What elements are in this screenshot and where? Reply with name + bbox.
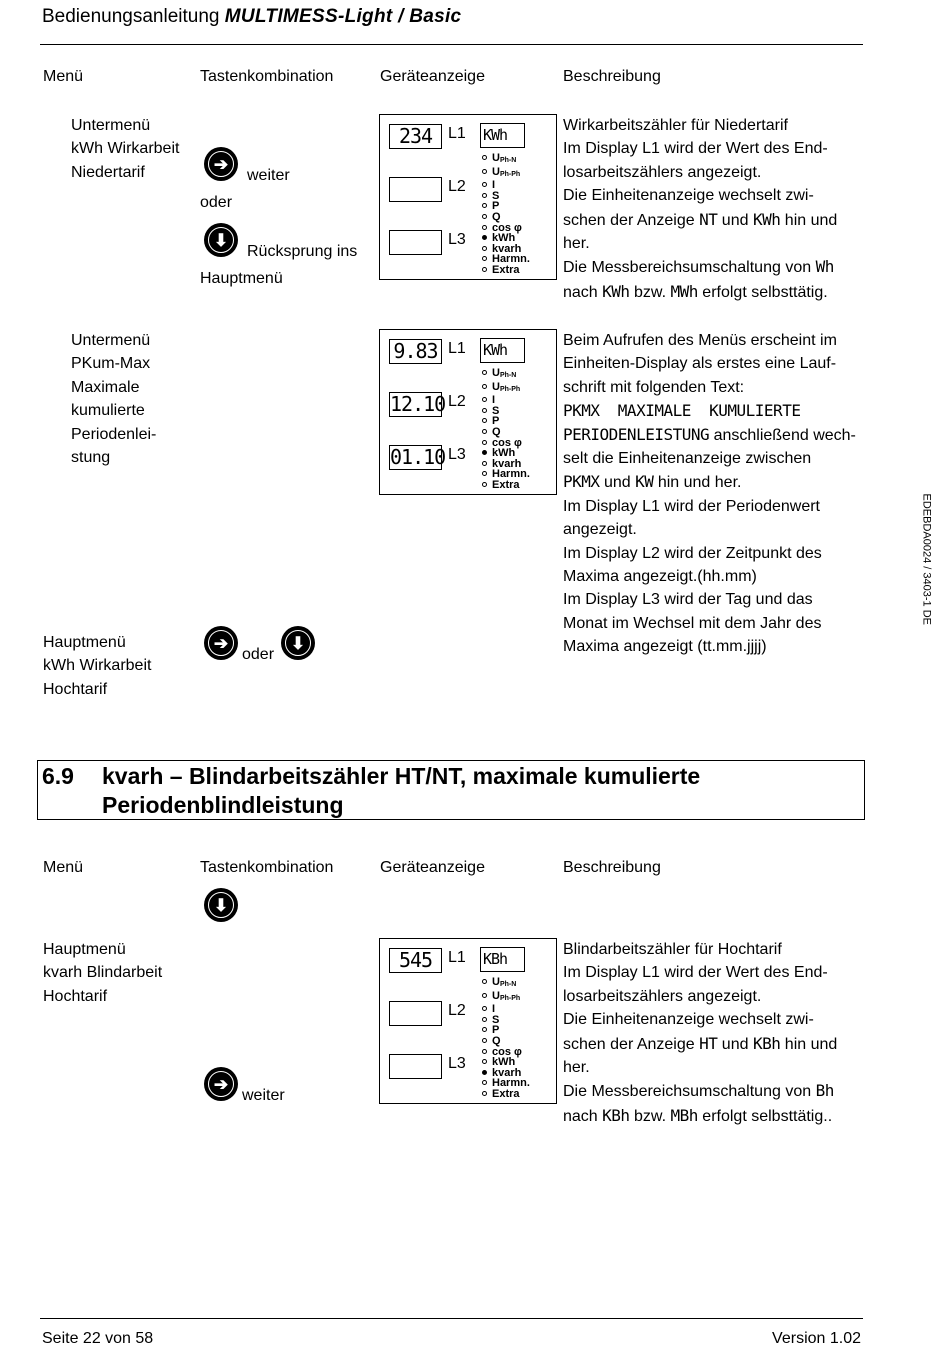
footer-rule (40, 1318, 863, 1319)
desc-line: Blindarbeitszähler für Hochtarif (563, 941, 782, 958)
col-description: Beschreibung (563, 68, 661, 85)
unit-display: KBh (480, 947, 525, 972)
measurement-label: cos φ (492, 436, 522, 449)
empty-dot-icon (482, 214, 487, 219)
display-l2 (389, 177, 442, 202)
measurement-label: I (492, 179, 496, 192)
arrow-down-icon[interactable]: ⬇ (281, 626, 315, 660)
desc-text: Die Messbereichsumschaltung von (563, 1083, 816, 1101)
product-name: MULTIMESS-Light / Basic (224, 6, 462, 27)
measurement-label: kvarh (492, 457, 522, 470)
lcd-text: KBh (602, 1105, 630, 1125)
desc-line: selt die Einheitenanzeige zwischen (563, 450, 812, 468)
desc-line: her. (563, 1059, 590, 1077)
desc-text: Die Messbereichsumschaltung von (563, 259, 816, 277)
key-back-label: Rücksprung ins (247, 243, 358, 260)
desc-text: und (599, 474, 636, 492)
measurement-label: kWh (492, 447, 516, 460)
label-l3: L3 (448, 231, 466, 248)
col-keys: Tastenkombination (200, 859, 334, 876)
arrow-right-icon[interactable]: ➔ (204, 147, 238, 181)
lcd-text: PKMX MAXIMALE KUMULIERTE (563, 401, 801, 421)
display-l1: 545 (389, 948, 442, 973)
desc-line: angezeigt. (563, 521, 637, 539)
unit-display: KWh (480, 123, 525, 148)
document-header (42, 6, 461, 28)
desc-pkum-max (563, 329, 863, 659)
measurement-label: kWh (492, 1056, 516, 1069)
display-l1: 9.83 (389, 339, 442, 364)
empty-dot-icon (482, 1006, 487, 1011)
measurement-label: Harmn. (492, 1077, 530, 1090)
arrow-down-icon[interactable]: ⬇ (204, 223, 238, 257)
measurement-label: Q (492, 1034, 501, 1047)
measurement-item (482, 167, 530, 181)
empty-dot-icon (482, 203, 487, 208)
measurement-label: Extra (492, 263, 520, 276)
arrow-right-icon[interactable]: ➔ (204, 1067, 238, 1101)
measurement-label: cos φ (492, 1045, 522, 1058)
empty-dot-icon (482, 993, 487, 998)
menu-pkum-max (71, 329, 156, 469)
empty-dot-icon (482, 225, 487, 230)
menu-line: kvarh Blindarbeit (43, 964, 163, 982)
empty-dot-icon (482, 397, 487, 402)
desc-line: Maxima angezeigt (tt.mm.jjjj) (563, 638, 767, 656)
empty-dot-icon (482, 1038, 487, 1043)
label-l1: L1 (448, 125, 466, 142)
desc-line: Beim Aufrufen des Menüs erscheint im (563, 332, 837, 349)
footer-page: Seite 22 von 58 (42, 1330, 154, 1347)
empty-dot-icon (482, 418, 487, 423)
desc-line: schrift mit folgenden Text: (563, 378, 745, 396)
col-keys: Tastenkombination (200, 68, 334, 85)
menu-line: PKum-Max (71, 355, 151, 373)
desc-text: hin und (780, 211, 838, 229)
lcd-text: KW (635, 472, 654, 492)
desc-line: Wirkarbeitszähler für Niedertarif (563, 117, 788, 134)
measurement-label: I (492, 394, 496, 407)
measurement-item (482, 480, 530, 491)
measurement-label: $U_{Ph-Ph}$ (492, 165, 521, 178)
menu-kwh-nt (71, 114, 179, 184)
measurement-item (482, 368, 530, 382)
empty-dot-icon (482, 979, 487, 984)
header-rule (40, 44, 863, 45)
display-l2 (389, 1001, 442, 1026)
device-display (379, 329, 557, 495)
desc-line: Einheiten-Display als erstes eine Lauf- (563, 355, 837, 373)
desc-text: bzw. (629, 1107, 671, 1125)
menu-line: kWh Wirkarbeit (43, 657, 152, 675)
desc-text: schen der Anzeige (563, 1035, 700, 1053)
measurement-label: kvarh (492, 242, 522, 255)
section-number: 6.9 (42, 763, 74, 789)
desc-text: anschließend wech- (709, 426, 856, 444)
measurement-item (482, 201, 530, 212)
desc-line: her. (563, 235, 590, 253)
lcd-text: NT (699, 209, 718, 229)
measurement-label: P (492, 415, 500, 428)
menu-line: Periodenlei- (71, 425, 157, 443)
desc-text: hin und (780, 1035, 838, 1053)
empty-dot-icon (482, 193, 487, 198)
menu-line: Niedertarif (71, 163, 145, 181)
empty-dot-icon (482, 370, 487, 375)
measurement-label: P (492, 1024, 500, 1037)
empty-dot-icon (482, 471, 487, 476)
measurement-label: Q (492, 425, 501, 438)
desc-line (563, 423, 863, 447)
measurement-item (482, 406, 530, 417)
key-or-label: oder (242, 646, 275, 663)
key-or-label: oder (200, 194, 233, 211)
menu-line: Untermenü (71, 332, 151, 349)
display-l3: 01.10 (390, 445, 446, 469)
col-description: Beschreibung (563, 859, 661, 876)
lcd-text: KBh (752, 1033, 781, 1053)
col-display: Geräteanzeige (380, 859, 485, 876)
header-prefix: Bedienungsanleitung (42, 6, 225, 27)
lcd-text: KWh (752, 209, 781, 229)
lcd-text: PERIODENLEISTUNG (563, 424, 710, 444)
desc-text: schen der Anzeige (563, 211, 700, 229)
desc-text: nach (563, 1107, 603, 1125)
menu-line: Hauptmenü (43, 634, 126, 651)
measurement-label: $U_{Ph-N}$ (492, 976, 517, 988)
measurement-label: S (492, 404, 500, 417)
desc-line: losarbeitszählers angezeigt. (563, 987, 762, 1005)
empty-dot-icon (482, 1027, 487, 1032)
empty-dot-icon (482, 440, 487, 445)
measurement-item (482, 977, 530, 991)
empty-dot-icon (482, 461, 487, 466)
label-l3: L3 (448, 446, 466, 463)
empty-dot-icon (482, 169, 487, 174)
empty-dot-icon (482, 1080, 487, 1085)
empty-dot-icon (482, 267, 487, 272)
menu-line: Maximale (71, 378, 140, 396)
lcd-text: KWh (602, 281, 630, 301)
label-l3: L3 (448, 1055, 466, 1072)
col-menu: Menü (43, 68, 84, 85)
lcd-text: Wh (815, 257, 834, 277)
footer-version: Version 1.02 (772, 1330, 861, 1347)
measurement-label: Q (492, 210, 501, 223)
empty-dot-icon (482, 482, 487, 487)
key-back-label-2: Hauptmenü (200, 270, 283, 287)
display-l3 (389, 230, 442, 255)
filled-dot-icon (482, 235, 487, 240)
desc-line (563, 1032, 863, 1056)
col-display: Geräteanzeige (380, 68, 485, 85)
label-l2: L2 (448, 178, 466, 195)
measurement-label: P (492, 200, 500, 213)
measurement-label: Harmn. (492, 468, 530, 481)
desc-text: und (717, 211, 753, 229)
menu-line: kumulierte (71, 402, 145, 420)
measurement-item (482, 1025, 530, 1036)
desc-line: Die Einheitenanzeige wechselt zwi- (563, 187, 814, 205)
desc-line: Im Display L2 wird der Zeitpunkt des (563, 544, 822, 562)
lcd-text: MBh (670, 1105, 698, 1125)
arrow-right-icon[interactable]: ➔ (204, 626, 238, 660)
menu-line: Hochtarif (43, 987, 108, 1005)
section-title-line2: Periodenblindleistung (102, 792, 344, 818)
measurement-label: kWh (492, 232, 516, 245)
section-title-line1: kvarh – Blindarbeitszähler HT/NT, maximale kumulierte (102, 763, 701, 789)
lcd-text: Bh (815, 1081, 834, 1101)
section-heading-box (37, 760, 865, 820)
desc-line: Monat im Wechsel mit dem Jahr des (563, 614, 822, 632)
desc-text: nach (563, 283, 603, 301)
measurement-label: cos φ (492, 221, 522, 234)
desc-line: Im Display L1 wird der Wert des End- (563, 140, 828, 158)
measurement-item (482, 416, 530, 427)
key-next-label: weiter (242, 1087, 285, 1104)
measurement-list (482, 153, 530, 276)
menu-line: stung (71, 449, 111, 467)
desc-text: und (717, 1035, 753, 1053)
menu-kvarh-ht (43, 938, 162, 1008)
empty-dot-icon (482, 429, 487, 434)
desc-text: bzw. (629, 283, 671, 301)
desc-line (563, 255, 863, 279)
unit-display: KWh (480, 338, 525, 363)
measurement-item (482, 382, 530, 396)
menu-line: Hochtarif (43, 680, 108, 698)
display-l3 (389, 1054, 442, 1079)
desc-line (563, 1079, 863, 1103)
measurement-label: S (492, 1013, 500, 1026)
measurement-label: I (492, 1003, 496, 1016)
filled-dot-icon (482, 450, 487, 455)
measurement-item (482, 265, 530, 276)
measurement-label: $U_{Ph-Ph}$ (492, 989, 521, 1002)
desc-line: Im Display L1 wird der Wert des End- (563, 964, 828, 982)
desc-line (563, 470, 863, 494)
measurement-label: $U_{Ph-Ph}$ (492, 380, 521, 393)
empty-dot-icon (482, 1017, 487, 1022)
measurement-item (482, 153, 530, 167)
arrow-down-icon[interactable]: ⬇ (204, 888, 238, 922)
document-code: EDEBDA0024 / 3403-1 DE (920, 493, 932, 625)
measurement-label: S (492, 189, 500, 202)
label-l1: L1 (448, 340, 466, 357)
desc-line: losarbeitszählers angezeigt. (563, 163, 762, 181)
measurement-item (482, 191, 530, 202)
measurement-item (482, 991, 530, 1005)
measurement-label: Harmn. (492, 253, 530, 266)
filled-dot-icon (482, 1070, 487, 1075)
desc-line (563, 1104, 863, 1128)
desc-line: Maxima angezeigt.(hh.mm) (563, 568, 757, 586)
measurement-label: Extra (492, 1087, 520, 1100)
desc-line (563, 208, 863, 232)
desc-kvarh-ht (563, 938, 863, 1128)
desc-text: erfolgt selbsttätig.. (697, 1107, 833, 1125)
desc-text: hin und her. (653, 474, 742, 492)
desc-text: erfolgt selbsttätig. (697, 283, 828, 301)
empty-dot-icon (482, 246, 487, 251)
empty-dot-icon (482, 182, 487, 187)
empty-dot-icon (482, 256, 487, 261)
label-l2: L2 (448, 1002, 466, 1019)
lcd-text: PKMX (563, 472, 600, 492)
menu-kwh-ht (43, 631, 151, 701)
measurement-label: Extra (492, 478, 520, 491)
measurement-label: $U_{Ph-N}$ (492, 152, 517, 164)
desc-line (563, 280, 863, 304)
measurement-list (482, 977, 530, 1100)
desc-line: Im Display L1 wird der Periodenwert (563, 497, 820, 515)
display-l1: 234 (389, 124, 442, 149)
empty-dot-icon (482, 1059, 487, 1064)
measurement-label: kvarh (492, 1066, 522, 1079)
label-l1: L1 (448, 949, 466, 966)
lcd-text: HT (699, 1033, 718, 1053)
menu-line: kWh Wirkarbeit (71, 140, 180, 158)
key-next-label: weiter (247, 167, 290, 184)
empty-dot-icon (482, 1049, 487, 1054)
empty-dot-icon (482, 408, 487, 413)
measurement-item (482, 1089, 530, 1100)
col-menu: Menü (43, 859, 84, 876)
display-l2: 12.10 (390, 392, 446, 416)
desc-line: Die Einheitenanzeige wechselt zwi- (563, 1011, 814, 1029)
device-display (379, 938, 557, 1104)
empty-dot-icon (482, 1091, 487, 1096)
empty-dot-icon (482, 384, 487, 389)
menu-line: Hauptmenü (43, 941, 126, 958)
lcd-text: MWh (670, 281, 698, 301)
measurement-item (482, 1004, 530, 1015)
device-display (379, 114, 557, 280)
measurement-item (482, 1015, 530, 1026)
measurement-item (482, 395, 530, 406)
desc-line: Im Display L3 wird der Tag und das (563, 591, 813, 609)
measurement-list (482, 368, 530, 491)
measurement-label: $U_{Ph-N}$ (492, 367, 517, 379)
desc-kwh-nt (563, 114, 863, 304)
label-l2: L2 (448, 393, 466, 410)
menu-line: Untermenü (71, 117, 151, 134)
empty-dot-icon (482, 155, 487, 160)
measurement-item (482, 180, 530, 191)
